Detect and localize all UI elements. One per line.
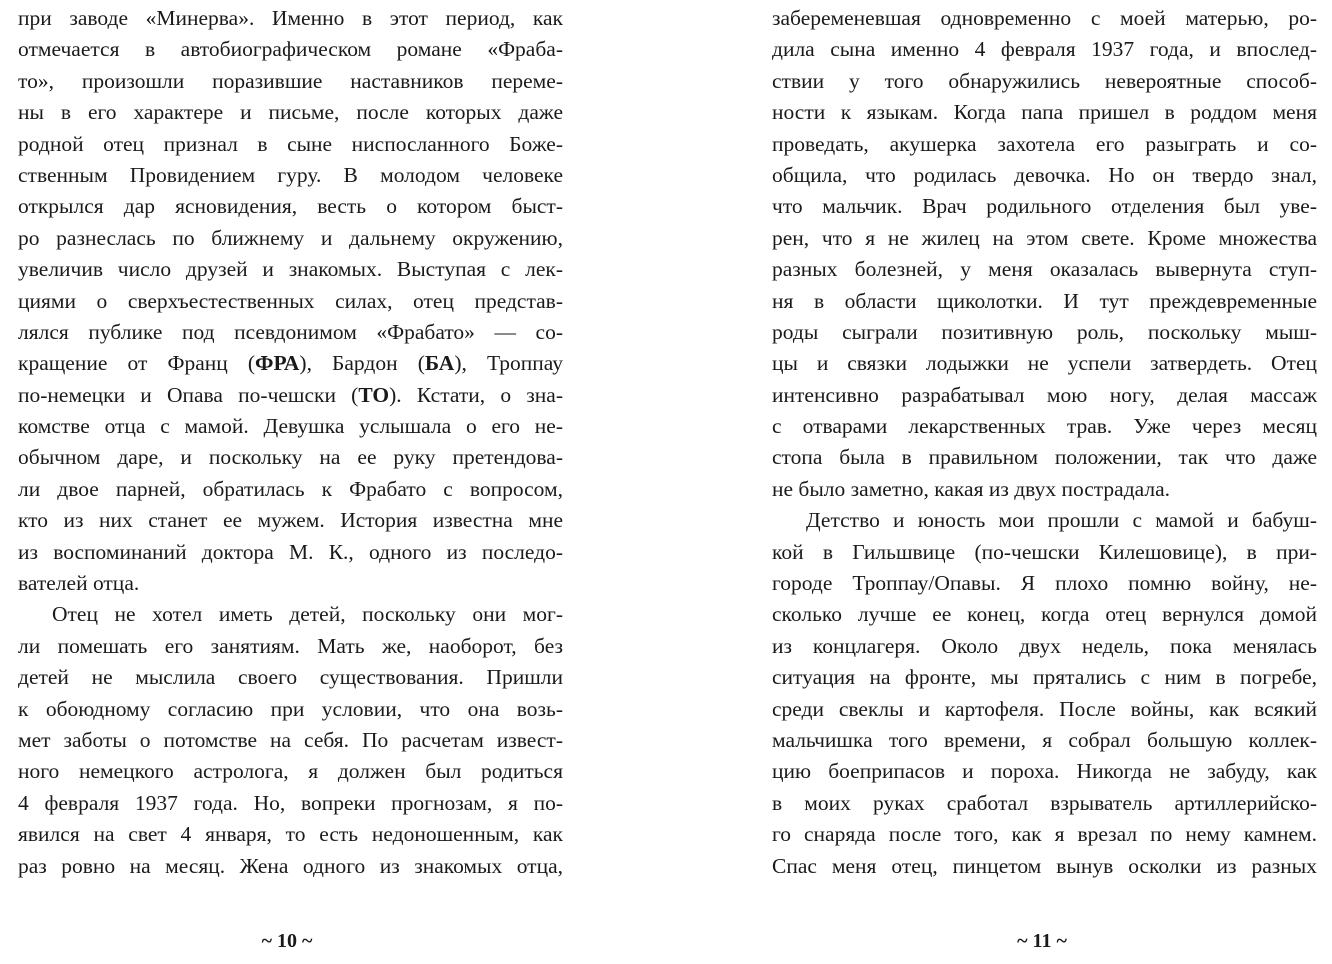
text-line: роды сыграли позитивную роль, поскольку мыш- bbox=[772, 319, 1317, 344]
text-line: кой в Гильшвице (по-чешски Килешовице), в при- bbox=[772, 539, 1317, 564]
text-line bbox=[18, 348, 563, 379]
text-run: ), Бардон ( bbox=[299, 351, 425, 376]
text-line: городе Троппау/Опавы. Я плохо помню войну, не- bbox=[772, 571, 1317, 596]
text-line: ствии у того обнаружились невероятные способ- bbox=[772, 68, 1317, 93]
bold-abbreviation: ТО bbox=[358, 382, 390, 407]
text-line: Спас меня отец, пинцетом вынув осколки из разных bbox=[772, 853, 1317, 878]
text-line-paragraph-start: Детство и юность мои прошли с мамой и бабуш- bbox=[806, 508, 1317, 533]
text-line: ли помешать его занятиям. Мать же, наоборот, без bbox=[18, 633, 563, 658]
text-line: то», произошли поразившие наставников переме- bbox=[18, 68, 563, 93]
text-run: ). Кстати, о зна- bbox=[389, 382, 563, 407]
text-line: циями о сверхъестественных силах, отец представ- bbox=[18, 288, 563, 313]
text-line: забеременевшая одновременно с моей матерью, ро- bbox=[772, 6, 1317, 30]
text-line: кто из них станет ее мужем. История известна мне bbox=[18, 508, 563, 533]
text-line: мет заботы о потомстве на себя. По расчетам извест- bbox=[18, 727, 563, 752]
text-line: интенсивно разрабатывал мою ногу, делая массаж bbox=[772, 382, 1317, 407]
text-line: увеличив число друзей и знакомых. Выступая с лек- bbox=[18, 257, 563, 282]
text-line: разных болезней, у меня оказалась вывернута ступ- bbox=[772, 257, 1317, 282]
text-line: при заводе «Минерва». Именно в этот период, как bbox=[18, 6, 563, 30]
text-line: проведать, акушерка захотела его разыграть и со- bbox=[772, 131, 1317, 156]
text-line: из концлагеря. Около двух недель, пока менялась bbox=[772, 633, 1317, 658]
text-line-paragraph-end: не было заметно, какая из двух пострадала. bbox=[772, 476, 1171, 501]
text-line: цы и связки лодыжки не успели затвердеть. Отец bbox=[772, 351, 1317, 376]
text-line: в моих руках сработал взрыватель артиллерийско- bbox=[772, 790, 1317, 815]
text-line: ли двое парней, обратилась к Фрабато с вопросом, bbox=[18, 476, 563, 501]
text-line: из воспоминаний доктора М. К., одного из последо- bbox=[18, 539, 563, 564]
text-line: с отварами лекарственных трав. Уже через месяц bbox=[772, 414, 1317, 439]
text-line: мальчишка того времени, я собрал большую коллек- bbox=[772, 727, 1317, 752]
text-line-paragraph-start: Отец не хотел иметь детей, поскольку они мог- bbox=[52, 602, 563, 627]
text-line: дила сына именно 4 февраля 1937 года, и впослед- bbox=[772, 37, 1317, 62]
text-line: общила, что родилась девочка. Но он твердо знал, bbox=[772, 162, 1317, 187]
bold-abbreviation: ФРА bbox=[255, 351, 300, 376]
text-line: го снаряда после того, как я врезал по нему камнем. bbox=[772, 822, 1317, 847]
text-line: ситуация на фронте, мы прятались с ним в погребе, bbox=[772, 665, 1317, 690]
text-line: явился на свет 4 января, то есть недоношенным, как bbox=[18, 822, 563, 847]
text-line: комстве отца с мамой. Девушка услышала о его не- bbox=[18, 414, 563, 439]
text-run: по-немецки и Опава по-чешски ( bbox=[18, 382, 359, 407]
text-line: что мальчик. Врач родильного отделения был уве- bbox=[772, 194, 1317, 219]
text-line: ро разнеслась по ближнему и дальнему окружению, bbox=[18, 225, 563, 250]
text-run: кращение от Франц ( bbox=[18, 351, 256, 376]
text-line: ности к языкам. Когда папа пришел в роддом меня bbox=[772, 100, 1317, 125]
page-number-right: ~ 11 ~ bbox=[1017, 930, 1067, 952]
text-line: отмечается в автобиографическом романе «Фраба- bbox=[18, 37, 563, 62]
text-line: лялся публике под псевдонимом «Фрабато» — со- bbox=[18, 319, 563, 344]
text-line: рен, что я не жилец на этом свете. Кроме множества bbox=[772, 225, 1317, 250]
text-line: обычном даре, и поскольку на ее руку претендова- bbox=[18, 445, 563, 470]
text-line bbox=[18, 380, 563, 411]
text-line: цию боеприпасов и пороха. Никогда не забуду, как bbox=[772, 759, 1317, 784]
text-line: открылся дар ясновидения, весть о котором быст- bbox=[18, 194, 563, 219]
text-line: ны в его характере и письме, после которых даже bbox=[18, 100, 563, 125]
text-line: ного немецкого астролога, я должен был родиться bbox=[18, 759, 563, 784]
right-page-text bbox=[772, 3, 1317, 882]
text-line-paragraph-end: вателей отца. bbox=[18, 571, 140, 596]
text-line: сколько лучше ее конец, когда отец вернулся домой bbox=[772, 602, 1317, 627]
text-line: родной отец признал в сыне ниспосланного Боже- bbox=[18, 131, 563, 156]
right-page bbox=[666, 0, 1332, 964]
text-run: ), Троппау bbox=[454, 351, 563, 376]
text-line: стопа была в правильном положении, так что даже bbox=[772, 445, 1317, 470]
bold-abbreviation: БА bbox=[424, 351, 455, 376]
text-line: к обоюдному согласию при условии, что она возь- bbox=[18, 696, 563, 721]
page-number-left: ~ 10 ~ bbox=[261, 930, 313, 952]
text-line: ственным Провидением гуру. В молодом человеке bbox=[18, 162, 563, 187]
left-page-text bbox=[18, 3, 563, 882]
text-line: ня в области щиколотки. И тут преждевременные bbox=[772, 288, 1317, 313]
text-line: среди свеклы и картофеля. После войны, как всякий bbox=[772, 696, 1317, 721]
text-line: детей не мыслила своего существования. Пришли bbox=[18, 665, 563, 690]
text-line: раз ровно на месяц. Жена одного из знакомых отца, bbox=[18, 853, 563, 878]
text-line: 4 февраля 1937 года. Но, вопреки прогнозам, я по- bbox=[18, 790, 563, 815]
